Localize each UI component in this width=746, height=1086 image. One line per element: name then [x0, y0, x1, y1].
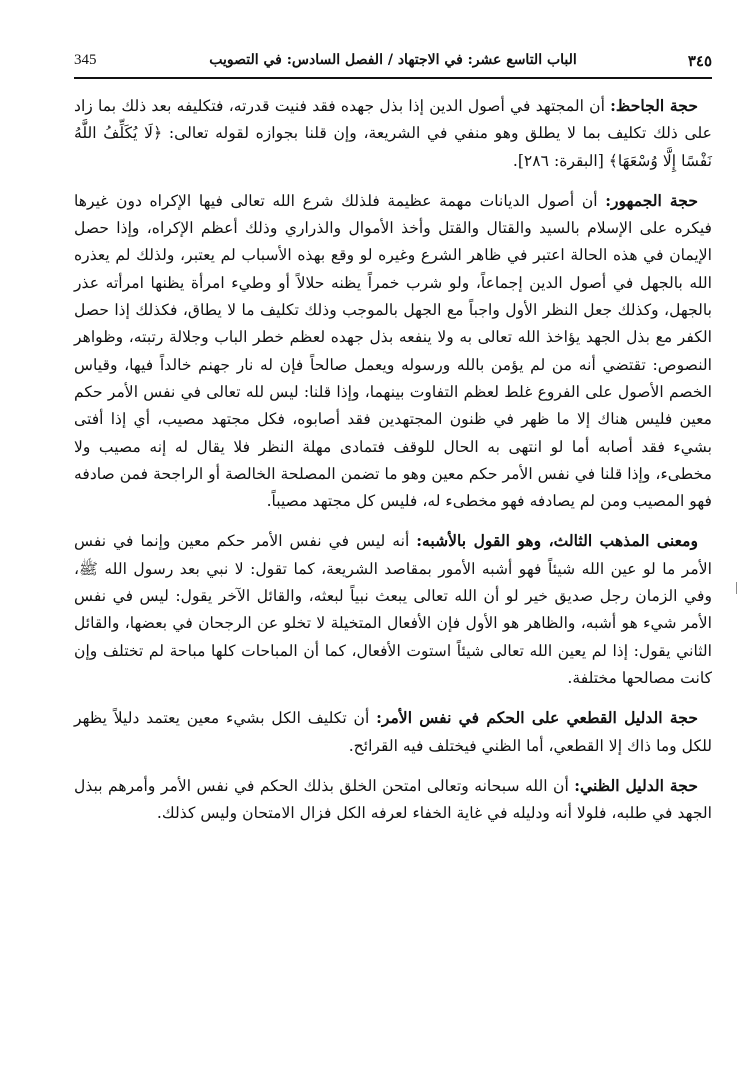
paragraph-text: أن تكليف الكل بشيء معين يعتمد دليلاً يظهر للكل وما ذاك إلا القطعي، أما الظني فيختلف فيه القرائح. — [74, 709, 712, 755]
paragraph-lead: حجة الدليل القطعي على الحكم في نفس الأمر: — [376, 708, 698, 728]
paragraph-lead: حجة الدليل الظني: — [574, 775, 698, 795]
paragraph-jahiz-argument — [74, 92, 712, 175]
paragraph-text: أنه ليس في نفس الأمر حكم معين وإنما في نفس الأمر ما لو عين الله شيئاً فهو أشبه الأمور بمقاصد الشريعة، كما تقول: لا نبي بعد رسول الله ﷺ، وفي الزمان رجل صديق خير لو أن الله تعالى يبعث نبياً لبعثه، والقائل الآخر يقول: ليس في نفس الأمر شيء هو أشبه، والظاهر هو الأول فإن الأفعال المتخيلة لا تخلو عن الرجحان في بعضها، والقائل الثاني يقول: إذا لم يعين الله تعالى شيئاً استوت الأفعال، كما أن المباحات كلها مباحة لم تختلف وإن كانت مصالحها مختلفة. — [74, 532, 712, 687]
paragraph-lead: ومعنى المذهب الثالث، وهو القول بالأشبه: — [416, 531, 698, 551]
page-header — [74, 50, 712, 76]
paragraph-lead: حجة الجمهور: — [605, 190, 698, 210]
paragraph-text: أن الله سبحانه وتعالى امتحن الخلق بذلك الحكم في نفس الأمر وأمرهم ببذل الجهد في طلبه، فلولا أنه ودليله في غاية الخفاء لعرفه الكل فزال الامتحان وليس كذلك. — [74, 776, 712, 823]
paragraph-text: أن أصول الديانات مهمة عظيمة فلذلك شرع الله تعالى فيها الإكراه دون غيرها فيكره على الإسلام بالسيد والقتال والقتل وأخذ الأموال والذراري وذلك أعظم الإكراه، وإذا حصل الإيمان في هذه الحالة اعتبر في ظاهر الشرع وغيره لو وقع بهذه الأسباب لم يعتبر، ولذلك لم يعذره الله بالجهل في أصول الدين إجماعاً، ولو شرب خمراً يظنه حلالاً أو وطيء امرأة يظنها امرأته عذر بالجهل، وكذلك جعل النظر الأول واجباً مع الجهل بالموجب وذلك تكليف ما لا يطاق، فكذلك إذا حصل الكفر مع بذل الجهد يؤاخذ الله تعالى به ولا ينفعه بذل جهده لعظم خطر الباب وجلالة رتبته، وظواهر النصوص: تقتضي أنه من لم يؤمن بالله ورسوله ويعمل صالحاً فإن له نار جهنم خالداً فيها، وقياس الخصم الأصول على الفروع غلط لعظم التفاوت بينهما، وإذا قلنا: ليس لله تعالى في نفس الأمر حكم معين فليس هناك إلا ما ظهر في ظنون المجتهدين فقد أصابوه، فكل مجتهد مصيب، أي إذا أفتى بشيء فقد أصابه أما لو انتهى به الحال للوقف فتمادى مهلة النظر فلا يقال له إنه مصيب ولا مخطىء، وإذا قلنا في نفس الأمر حكم معين وهو ما تضمن المصلحة الخالصة أو الراجحة فمن صادفه فهو المصيب ومن لم يصادفه فهو مخطىء له، فليس كل مجتهد مصيباً. — [74, 191, 712, 511]
paragraph-lead: حجة الجاحظ: — [610, 96, 698, 115]
paragraph-majority-argument — [74, 187, 712, 516]
page-number-arabic: ٣٤٥ — [687, 52, 712, 70]
paragraph-text: أن المجتهد في أصول الدين إذا بذل جهده فقد فنيت قدرته، فتكليفه بعد ذلك بما زاد على ذلك تكليف بما لا يطلق وهو منفي في الشريعة، وإن قلنا بجوازه لقوله تعالى: ﴿لَا يُكَلِّفُ اللَّهُ نَفْسًا إِلَّا وُسْعَهَا﴾ [البقرة: ٢٨٦]. — [74, 97, 712, 170]
page-body — [74, 92, 712, 839]
header-rule — [74, 77, 712, 79]
page-number-latin: 345 — [74, 52, 97, 68]
margin-mark — [736, 582, 737, 594]
paragraph-speculative-evidence — [74, 772, 712, 828]
running-title: الباب التاسع عشر: في الاجتهاد / الفصل السادس: في التصويب — [209, 52, 577, 68]
paragraph-definitive-evidence — [74, 704, 712, 760]
paragraph-third-doctrine — [74, 527, 712, 692]
